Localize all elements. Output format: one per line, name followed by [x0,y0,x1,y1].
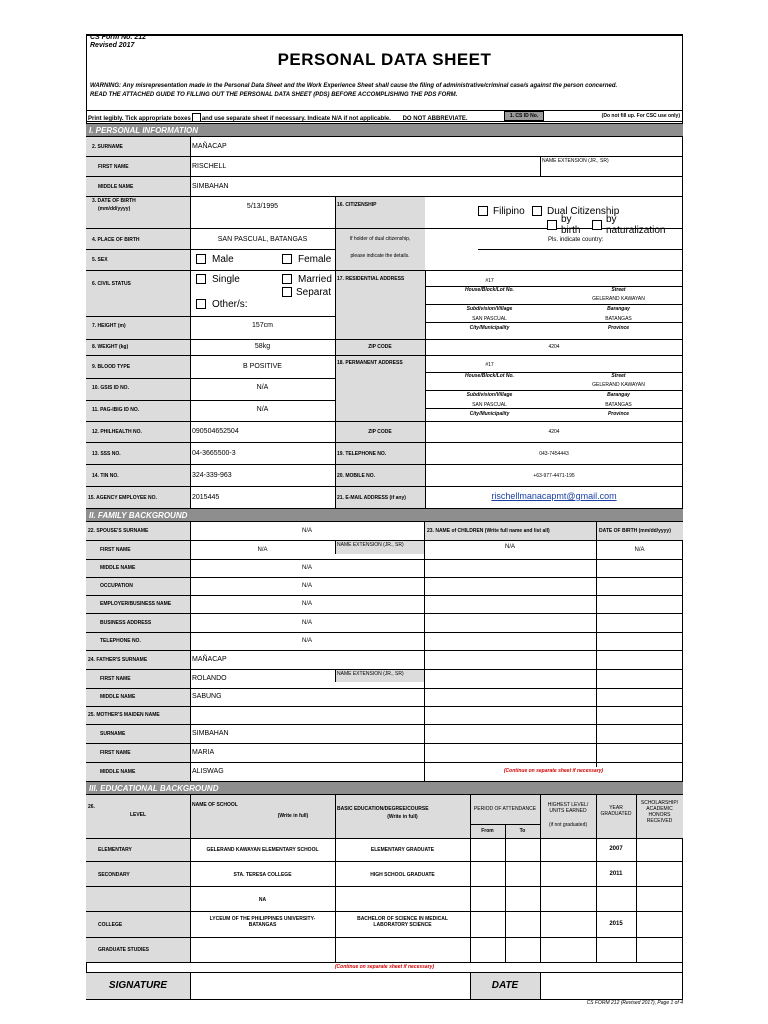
res-brgy: GELERAND KAWAYAN [592,296,645,302]
blood-value: B POSITIVE [243,363,282,370]
footer-note: CS FORM 212 (Revised 2017), Page 1 of 4 [586,1000,683,1006]
dual-note-a: If holder of dual citizenship, [349,236,411,242]
edu-continue-note: (Continue on separate sheet if necessary) [334,964,435,970]
edu-row-level: GRADUATE STUDIES [98,947,150,953]
section-education: III. EDUCATIONAL BACKGROUND [86,781,683,795]
male-label: Male [212,254,234,265]
res-city: SAN PASCUAL [472,316,507,322]
mother-first-value: MARIA [192,749,215,756]
perm-subd-lbl: Subdivision/Village [466,392,513,398]
section-personal: I. PERSONAL INFORMATION [86,123,683,137]
single-label: Single [212,274,240,285]
dob-value: 5/13/1995 [246,203,279,210]
edu-row-school: NA [258,897,267,903]
edu-write-full: (Write in full) [277,813,309,819]
edu-school-label: NAME OF SCHOOL [192,802,238,808]
warning-text: WARNING: Any misrepresentation made in the Personal Data Sheet and the Work Experience Sheet shall cause the filing of administrative/criminal case/s against the person concerned. READ THE ATTACHED GUIDE TO FILLING OUT THE PERSONAL DATA SHEET (PDS) BEFORE ACCOMPLISHING THE PDS FORM. [90,83,618,98]
filipino-label: Filipino [493,206,525,217]
name-ext-label: NAME EXTENSION (JR., SR) [542,158,609,164]
email-label: 21. E-MAIL ADDRESS (if any) [337,495,406,501]
spouse-first-label: FIRST NAME [100,547,131,553]
firstname-label: FIRST NAME [98,164,129,170]
tin-value: 324-339-963 [192,472,232,479]
edu-if-not-label: (if not graduated) [548,822,588,828]
perm-zip: 4204 [548,429,560,435]
by-birth-label: by birth [561,214,581,236]
subd-lbl: Subdivision/Village [466,306,513,312]
country-note: Pls. indicate country: [548,237,604,243]
edu-from-label: From [481,828,494,834]
gsis-label: 10. GSIS ID NO. [92,385,129,391]
edu-course-label: BASIC EDUCATION/DEGREE/COURSE [337,806,429,812]
edu-to-label: To [519,828,526,834]
pob-value: SAN PASCUAL, BATANGAS [217,236,308,243]
civil-status-label: 6. CIVIL STATUS [92,281,131,287]
telephone-label: 19. TELEPHONE NO. [337,451,387,457]
edu-row-course: ELEMENTARY GRADUATE [370,847,435,853]
pob-label: 4. PLACE OF BIRTH [92,237,140,243]
occupation-value: N/A [301,583,312,589]
weight-label: 8. WEIGHT (kg) [92,344,129,350]
spouse-first-value: N/A [257,547,268,553]
business-value: N/A [301,620,312,626]
married-checkbox[interactable] [282,274,292,284]
female-label: Female [298,254,332,265]
date-label: DATE [491,980,519,991]
by-naturalization-label: by naturalization [606,214,666,236]
gsis-value: N/A [256,384,269,391]
perm-prov-lbl: Province [607,411,630,417]
mother-first-label: FIRST NAME [100,750,131,756]
father-middle-label: MIDDLE NAME [100,694,136,700]
middlename-label: MIDDLE NAME [98,184,134,190]
perm-zip-label: ZIP CODE [368,429,392,435]
res-zip-label: ZIP CODE [368,344,392,350]
father-middle-value: SABUNG [192,693,222,700]
date-field[interactable] [541,973,682,999]
children-dob-value: N/A [634,547,645,553]
perm-city: SAN PASCUAL [472,402,507,408]
edu-level-label: LEVEL [129,812,147,818]
sex-label: 5. SEX [92,257,108,263]
email-value[interactable]: rischellmanacapmt@gmail.com [491,491,617,501]
city-lbl: City/Municipality [469,325,510,331]
pagibig-label: 11. PAG-IBIG ID NO. [92,407,140,413]
sss-value: 04-3665500-3 [192,450,236,457]
edu-row-level: SECONDARY [98,872,130,878]
spouse-middle-value: N/A [301,565,312,571]
separated-checkbox[interactable] [282,287,292,297]
mobile-value: +63-977-4471-195 [533,473,575,479]
family-continue-note: (Continue on separate sheet if necessary) [503,768,604,774]
residential-label: 17. RESIDENTIAL ADDRESS [337,276,405,282]
edu-row-school: LYCEUM OF THE PHILIPPINES UNIVERSITY-BATANGAS [209,916,316,928]
blood-label: 9. BLOOD TYPE [92,364,131,370]
mother-sur-value: SIMBAHAN [192,730,229,737]
dual-citizenship-checkbox[interactable] [532,206,542,216]
form-number: CS Form No. 212 Revised 2017 [90,34,147,49]
edu-row-year: 2011 [609,871,623,877]
father-first-value: ROLANDO [192,675,227,682]
sss-label: 13. SSS NO. [92,451,121,457]
perm-brgy: GELERAND KAWAYAN [592,382,645,388]
employer-label: EMPLOYER/BUSINESS NAME [100,601,172,607]
res-zip: 4204 [548,344,560,350]
mother-label: 25. MOTHER'S MAIDEN NAME [88,712,160,718]
prov-lbl: Province [607,325,630,331]
female-checkbox[interactable] [282,254,292,264]
cs-id-note: (Do not fill up. For CSC use only) [601,113,680,119]
street-lbl: Street [611,287,626,293]
children-label: 23. NAME of CHILDREN (Write full name and list all) [427,528,550,534]
tick-sample-box [192,113,201,122]
agency-label: 15. AGENCY EMPLOYEE NO. [88,495,157,501]
dob-format: (mm/dd/yyyy) [98,206,131,212]
edu-row-course: BACHELOR OF SCIENCE IN MEDICAL LABORATORY SCIENCE [357,916,448,928]
res-prov: BATANGAS [605,316,632,322]
business-label: BUSINESS ADDRESS [100,620,152,626]
spouse-tel-value: N/A [301,638,312,644]
perm-house-lbl: House/Block/Lot No. [465,373,514,379]
edu-num: 26. [88,804,95,810]
citizenship-label: 16. CITIZENSHIP [337,202,377,208]
perm-street-lbl: Street [611,373,626,379]
edu-row-level: ELEMENTARY [98,847,132,853]
edu-row-year: 2015 [609,921,623,927]
height-value: 157cm [251,322,273,329]
edu-period-label: PERIOD OF ATTENDANCE [473,806,537,812]
signature-label: SIGNATURE [108,980,168,991]
others-checkbox[interactable] [196,299,206,309]
spouse-ext-label: NAME EXTENSION (JR., SR) [337,542,404,548]
surname-value: MAÑACAP [192,143,227,150]
father-value: MAÑACAP [192,656,227,663]
father-ext-label: NAME EXTENSION (JR., SR) [337,671,404,677]
spouse-middle-label: MIDDLE NAME [100,565,136,571]
father-label: 24. FATHER'S SURNAME [88,657,148,663]
edu-row-year: 2007 [609,846,623,852]
telephone-value: 043-7454443 [539,451,569,457]
married-label: Married [298,274,332,285]
children-value: N/A [504,544,515,550]
philhealth-value: 090504652504 [192,428,239,435]
others-label: Other/s: [212,299,248,310]
agency-value: 2015445 [192,494,220,501]
height-label: 7. HEIGHT (m) [92,323,126,329]
mother-middle-value: ALISWAG [192,768,224,775]
res-house: #17 [485,278,494,284]
surname-label: 2. SURNAME [92,144,123,150]
signature-field[interactable] [191,973,469,999]
mother-sur-label: SURNAME [100,731,126,737]
middlename-value: SIMBAHAN [192,183,229,190]
mother-middle-label: MIDDLE NAME [100,769,136,775]
perm-brgy-lbl: Barangay [607,392,630,398]
instructions-bar: Print legibly. Tick appropriate boxes and use separate sheet if necessary. Indicate N/A if not applicable. DO NOT ABBREVIATE. 1. CS ID No. (Do not fill up. For CSC use only) [86,110,683,122]
edu-highest-label: HIGHEST LEVEL/ UNITS EARNED [547,802,589,814]
dual-note-b: please indicate the details. [350,253,410,259]
firstname-value: RISCHELL [192,163,227,170]
section-family: II. FAMILY BACKGROUND [86,508,683,522]
edu-scholar-label: SCHOLARSHIP/ ACADEMIC HONORS RECEIVED [640,800,679,824]
single-checkbox[interactable] [196,274,206,284]
edu-row-level: COLLEGE [98,922,123,928]
spouse-label: 22. SPOUSE'S SURNAME [88,528,149,534]
filipino-checkbox[interactable] [478,206,488,216]
edu-year-label: YEAR GRADUATED [600,805,632,817]
perm-city-lbl: City/Municipality [469,411,510,417]
weight-value: 58kg [254,343,271,350]
perm-prov: BATANGAS [605,402,632,408]
permanent-label: 18. PERMANENT ADDRESS [337,360,403,366]
perm-house: #17 [485,362,494,368]
dual-citizenship-label: Dual Citizenship [547,206,620,217]
cs-id-label: 1. CS ID No. [504,111,544,121]
occupation-label: OCCUPATION [100,583,133,589]
spouse-tel-label: TELEPHONE NO. [100,638,141,644]
father-first-label: FIRST NAME [100,676,131,682]
by-birth-checkbox[interactable] [547,220,557,230]
mobile-label: 20. MOBILE NO. [337,473,376,479]
by-naturalization-checkbox[interactable] [592,220,602,230]
children-dob-label: DATE OF BIRTH (mm/dd/yyyy) [599,528,671,534]
pagibig-value: N/A [256,406,269,413]
dob-label: 3. DATE OF BIRTH [92,198,136,204]
page-title: PERSONAL DATA SHEET [277,50,492,69]
employer-value: N/A [301,601,312,607]
brgy-lbl: Barangay [607,306,630,312]
edu-course-write-full: (Write in full) [387,814,418,820]
separated-label: Separat [296,287,332,298]
philhealth-label: 12. PHILHEALTH NO. [92,429,142,435]
spouse-value: N/A [301,528,312,534]
male-checkbox[interactable] [196,254,206,264]
edu-row-course: HIGH SCHOOL GRADUATE [370,872,435,878]
house-lbl: House/Block/Lot No. [465,287,514,293]
tin-label: 14. TIN NO. [92,473,119,479]
edu-row-school: STA. TERESA COLLEGE [233,872,292,878]
edu-row-school: GELERAND KAWAYAN ELEMENTARY SCHOOL [206,847,319,853]
